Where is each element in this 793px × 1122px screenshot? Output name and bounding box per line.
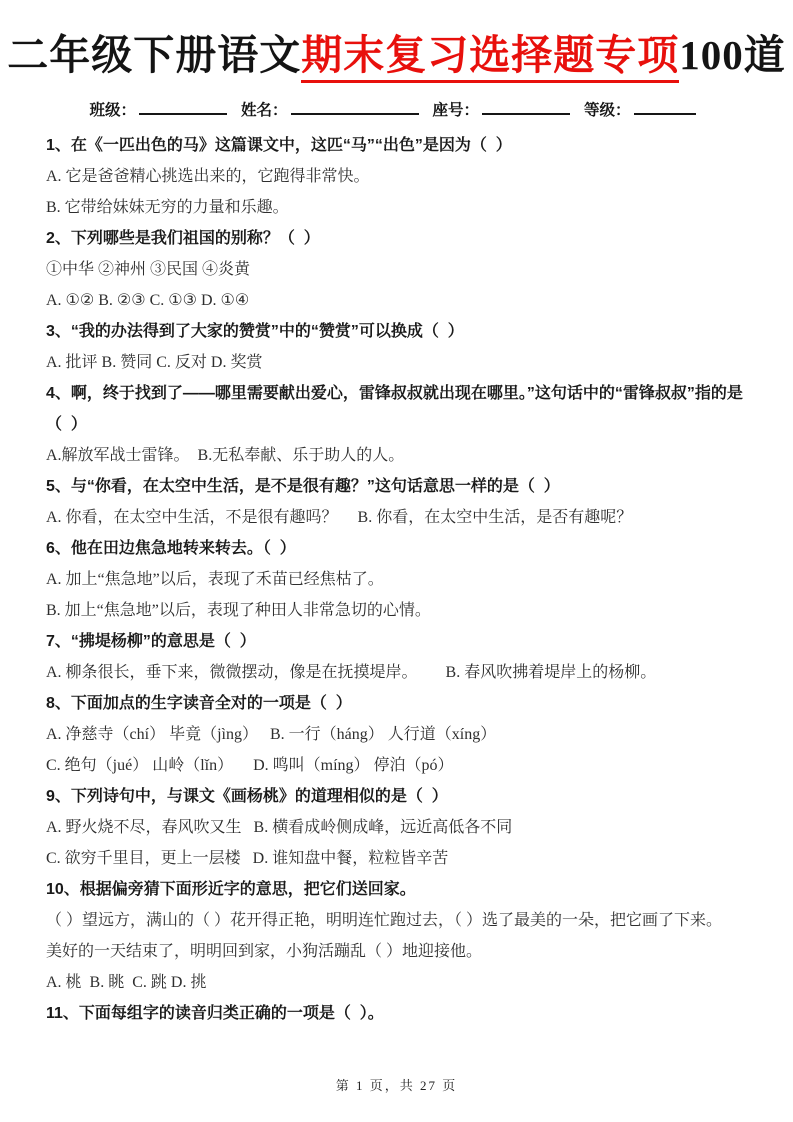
answer-line: A. 你看，在太空中生活，不是很有趣吗？ B. 你看，在太空中生活，是否有趣呢？ xyxy=(46,509,633,527)
question-line: 11、下面每组字的读音归类正确的一项是（ ）。 xyxy=(46,1005,384,1023)
question-line: 4、啊，终于找到了——哪里需要献出爱心，雷锋叔叔就出现在哪里。”这句话中的“雷锋叔叔”指的是（ ） xyxy=(46,385,743,434)
info-blank-seat xyxy=(482,100,570,115)
answer-line: A. 它是爸爸精心挑选出来的，它跑得非常快。 xyxy=(46,168,370,186)
info-label-grade: 等级： xyxy=(584,102,631,120)
answer-line: A.解放军战士雷锋。 B.无私奉献、乐于助人的人。 xyxy=(46,447,405,465)
answer-line: A. ①② B. ②③ C. ①③ D. ①④ xyxy=(46,292,250,310)
answer-line: A. 批评 B. 赞同 C. 反对 D. 奖赏 xyxy=(46,354,263,372)
answer-line: C. 绝句（jué） 山岭（lǐn） D. 鸣叫（míng） 停泊（pó） xyxy=(46,757,454,775)
question-line: 1、在《一匹出色的马》这篇课文中，这匹“马”“出色”是因为（ ） xyxy=(46,137,512,155)
student-info-row xyxy=(0,98,793,120)
title-suffix: 100道 xyxy=(679,32,786,78)
answer-line: C. 欲穷千里目，更上一层楼 D. 谁知盘中餐，粒粒皆辛苦 xyxy=(46,850,449,868)
question-line: 6、他在田边焦急地转来转去。（ ） xyxy=(46,540,296,558)
answer-line: B. 它带给妹妹无穷的力量和乐趣。 xyxy=(46,199,289,217)
answer-line: A. 野火烧不尽，春风吹又生 B. 横看成岭侧成峰，远近高低各不同 xyxy=(46,819,513,837)
answer-line: A. 桃 B. 眺 C. 跳 D. 挑 xyxy=(46,974,207,992)
answer-line: （ ）望远方，满山的（ ）花开得正艳，明明连忙跑过去，（ ）选了最美的一朵，把它画了下来。 xyxy=(46,912,723,930)
info-blank-class xyxy=(139,100,227,115)
title-highlight: 期末复习选择题专项 xyxy=(301,32,679,83)
question-line: 5、与“你看，在太空中生活，是不是很有趣？”这句话意思一样的是（ ） xyxy=(46,478,560,496)
question-list xyxy=(0,120,793,1029)
question-line: 2、下列哪些是我们祖国的别称？（ ） xyxy=(46,230,320,248)
info-blank-grade xyxy=(634,100,696,115)
answer-line: 美好的一天结束了，明明回到家，小狗活蹦乱（ ）地迎接他。 xyxy=(46,943,483,961)
answer-line: B. 加上“焦急地”以后，表现了种田人非常急切的心情。 xyxy=(46,602,431,620)
info-label-name: 姓名： xyxy=(240,102,288,120)
info-field-seat xyxy=(433,98,579,120)
info-label-class: 班级： xyxy=(89,102,136,120)
answer-line: A. 柳条很长，垂下来，微微摆动，像是在抚摸堤岸。 B. 春风吹拂着堤岸上的杨柳。 xyxy=(46,664,657,682)
question-line: 3、“我的办法得到了大家的赞赏”中的“赞赏”可以换成（ ） xyxy=(46,323,464,341)
page-title xyxy=(0,0,793,81)
question-line: 9、下列诗句中，与课文《画杨桃》的道理相似的是（ ） xyxy=(46,788,448,806)
info-field-class xyxy=(89,98,235,120)
title-prefix: 二年级下册语文 xyxy=(7,32,302,78)
question-line: 10、根据偏旁猜下面形近字的意思，把它们送回家。 xyxy=(46,881,416,899)
question-line: 7、“拂堤杨柳”的意思是（ ） xyxy=(46,633,256,651)
info-field-grade xyxy=(584,98,704,120)
info-label-seat: 座号： xyxy=(432,102,480,120)
page-footer: 第 1 页，共 27 页 xyxy=(335,1078,458,1093)
question-line: 8、下面加点的生字读音全对的一项是（ ） xyxy=(46,695,352,713)
info-blank-name xyxy=(291,100,419,115)
info-field-name xyxy=(241,98,427,120)
answer-line: ①中华 ②神州 ③民国 ④炎黄 xyxy=(46,261,251,279)
answer-line: A. 加上“焦急地”以后，表现了禾苗已经焦枯了。 xyxy=(46,571,384,589)
answer-line: A. 净慈寺（chí） 毕竟（jìng） B. 一行（háng） 人行道（xíng） xyxy=(46,726,497,744)
